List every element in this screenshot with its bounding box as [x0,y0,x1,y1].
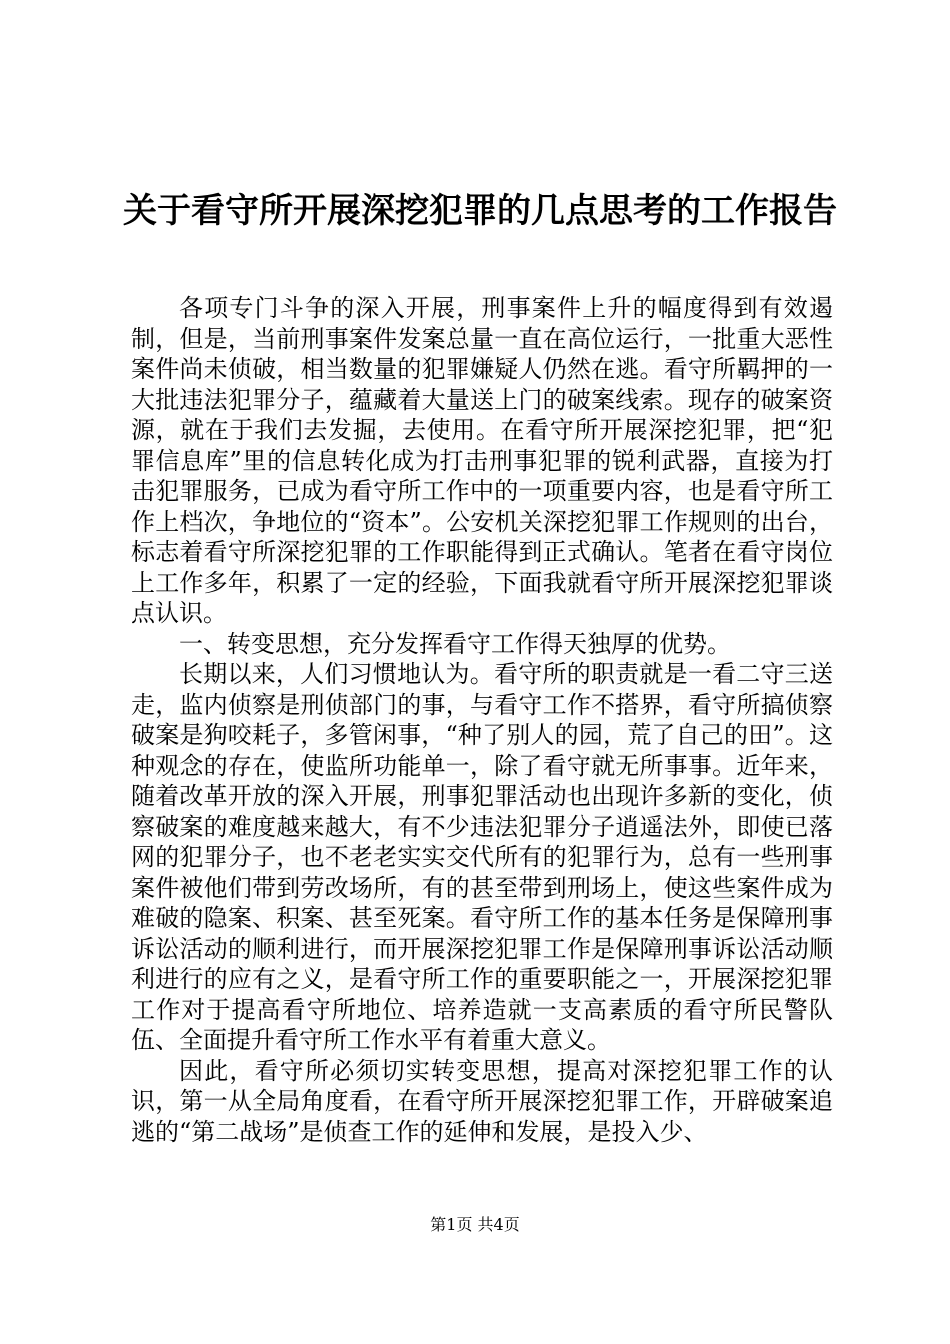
paragraph-conclusion: 因此，看守所必须切实转变思想，提高对深挖犯罪工作的认识，第一从全局角度看，在看守所开展深挖犯罪工作，开辟破案追逃的“第二战场”是侦查工作的延伸和发展，是投入少、 [131,1056,833,1146]
paragraph-section-heading: 一、转变思想，充分发挥看守工作得天独厚的优势。 [179,629,731,658]
paragraph-main: 长期以来，人们习惯地认为。看守所的职责就是一看二守三送走，监内侦察是刑侦部门的事，与看守工作不搭界，看守所搞侦察破案是狗咬耗子，多管闲事，“种了别人的园，荒了自己的田”。这种观念的存在，使监所功能单一，除了看守就无所事事。近年来，随着改革开放的深入开展，刑事犯罪活动也出现许多新的变化，侦察破案的难度越来越大，有不少违法犯罪分子逍遥法外，即使已落网的犯罪分子，也不老老实实交代所有的犯罪行为，总有一些刑事案件被他们带到劳改场所，有的甚至带到刑场上，使这些案件成为难破的隐案、积案、甚至死案。看守所工作的基本任务是保障刑事诉讼活动的顺利进行，而开展深挖犯罪工作是保障刑事诉讼活动顺利进行的应有之义，是看守所工作的重要职能之一，开展深挖犯罪工作对于提高看守所地位、培养造就一支高素质的看守所民警队伍、全面提升看守所工作水平有着重大意义。 [131,660,833,1054]
document-title: 关于看守所开展深挖犯罪的几点思考的工作报告 [123,191,837,231]
page-footer: 第1页 共4页 [430,1215,520,1234]
paragraph-intro: 各项专门斗争的深入开展，刑事案件上升的幅度得到有效遏制，但是，当前刑事案件发案总量一直在高位运行，一批重大恶性案件尚未侦破，相当数量的犯罪嫌疑人仍然在逃。看守所羁押的一大批违法犯罪分子，蕴藏着大量送上门的破案线索。现存的破案资源，就在于我们去发掘，去使用。在看守所开展深挖犯罪，把“犯罪信息库”里的信息转化成为打击刑事犯罪的锐利武器，直接为打击犯罪服务，已成为看守所工作中的一项重要内容，也是看守所工作上档次，争地位的“资本”。公安机关深挖犯罪工作规则的出台，标志着看守所深挖犯罪的工作职能得到正式确认。笔者在看守岗位上工作多年，积累了一定的经验，下面我就看守所开展深挖犯罪谈点认识。 [131,294,833,627]
document-body [131,293,833,1147]
